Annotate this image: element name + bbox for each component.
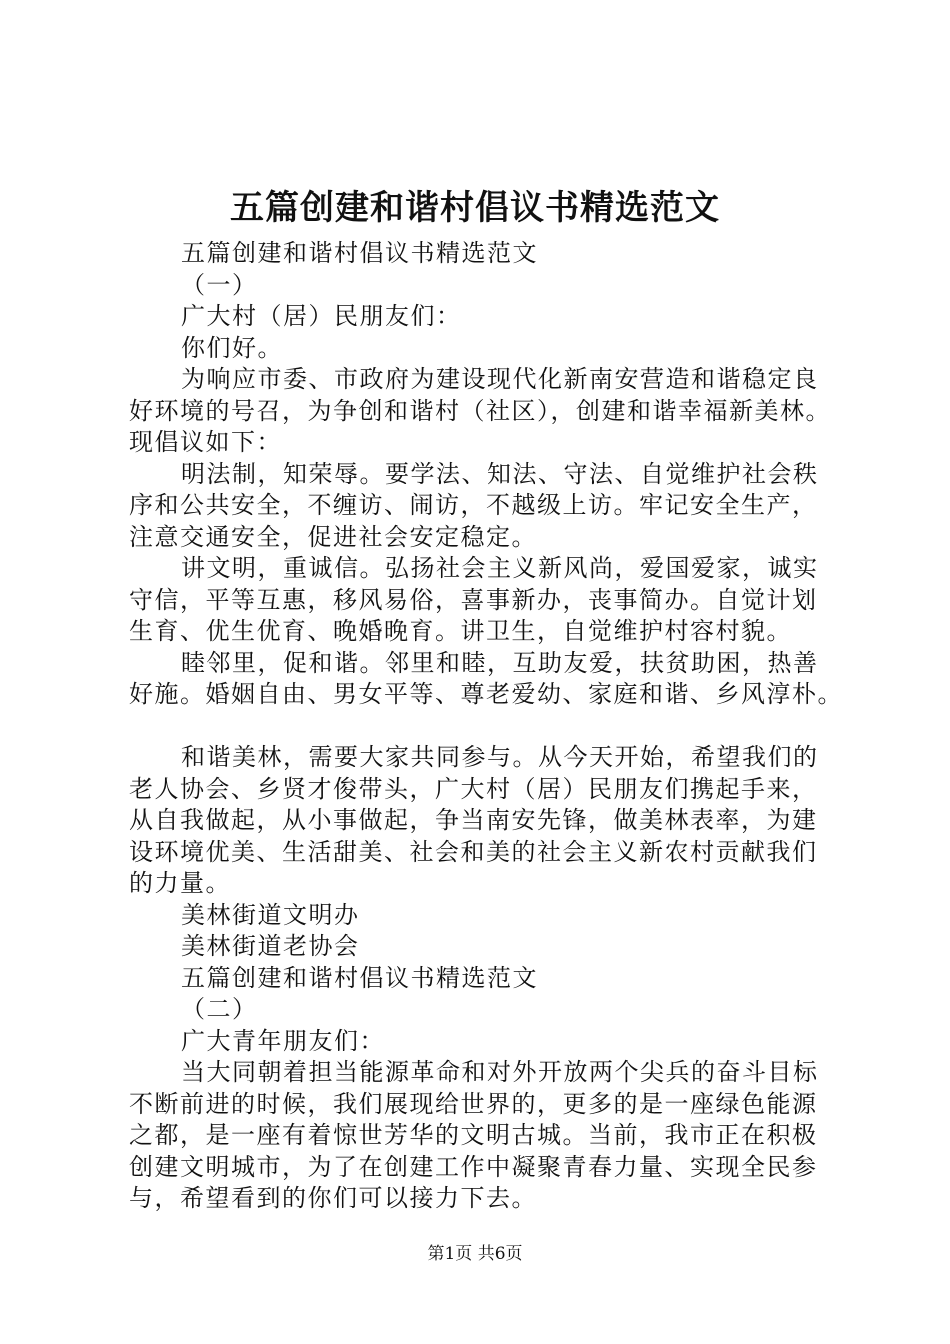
paragraph-line: 为响应市委、市政府为建设现代化新南安营造和谐稳定良 xyxy=(181,365,819,393)
subtitle-line: 五篇创建和谐村倡议书精选范文 xyxy=(181,963,538,992)
paragraph-line: 和谐美林，需要大家共同参与。从今天开始，希望我们的 xyxy=(181,743,819,771)
paragraph-line: 守信，平等互惠，移风易俗，喜事新办，丧事简办。自觉计划 xyxy=(129,585,818,614)
paragraph-line: 与，希望看到的你们可以接力下去。 xyxy=(129,1184,537,1212)
paragraph-line: 好环境的号召，为争创和谐村（社区），创建和谐幸福新美林。 xyxy=(129,396,831,425)
paragraph-line: 之都，是一座有着惊世芳华的文明古城。当前，我市正在积极 xyxy=(129,1121,818,1149)
salutation: 广大村（居）民朋友们： xyxy=(181,302,462,330)
paragraph-line: 创建文明城市，为了在创建工作中凝聚青春力量、实现全民参 xyxy=(129,1152,818,1181)
document-title: 五篇创建和谐村倡议书精选范文 xyxy=(230,188,720,228)
paragraph-line: 老人协会、乡贤才俊带头，广大村（居）民朋友们携起手来， xyxy=(129,774,818,803)
paragraph-line: 注意交通安全，促进社会安定稳定。 xyxy=(129,522,537,551)
paragraph-line: 设环境优美、生活甜美、社会和美的社会主义新农村贡献我们 xyxy=(129,837,818,866)
section-number: （一） xyxy=(181,270,258,299)
signature-line: 美林街道文明办 xyxy=(181,900,360,929)
paragraph-line: 明法制，知荣辱。要学法、知法、守法、自觉维护社会秩 xyxy=(181,459,819,488)
signature-line: 美林街道老协会 xyxy=(181,932,360,960)
page-footer: 第1页 共6页 xyxy=(427,1244,523,1264)
blank-line xyxy=(129,711,859,743)
paragraph-line: 不断前进的时候，我们展现给世界的，更多的是一座绿色能源 xyxy=(129,1089,818,1118)
document-body xyxy=(129,238,859,1215)
paragraph-line: 生育、优生优育、晚婚晚育。讲卫生，自觉维护村容村貌。 xyxy=(129,617,792,645)
paragraph-line: 睦邻里，促和谐。邻里和睦，互助友爱，扶贫助困，热善 xyxy=(181,648,819,677)
paragraph-line: 现倡议如下： xyxy=(129,428,282,456)
section-number: （二） xyxy=(181,995,258,1023)
paragraph-line: 讲文明，重诚信。弘扬社会主义新风尚，爱国爱家，诚实 xyxy=(181,554,819,582)
paragraph-line: 好施。婚姻自由、男女平等、尊老爱幼、家庭和谐、乡风淳朴。 xyxy=(129,680,843,708)
greeting: 你们好。 xyxy=(181,333,283,362)
paragraph-line: 的力量。 xyxy=(129,869,231,897)
paragraph-line: 当大同朝着担当能源革命和对外开放两个尖兵的奋斗目标 xyxy=(181,1058,819,1086)
paragraph-line: 从自我做起，从小事做起，争当南安先锋，做美林表率，为建 xyxy=(129,806,818,834)
subtitle-line: 五篇创建和谐村倡议书精选范文 xyxy=(181,239,538,267)
paragraph-line: 序和公共安全，不缠访、闹访，不越级上访。牢记安全生产， xyxy=(129,491,818,519)
salutation: 广大青年朋友们： xyxy=(181,1026,385,1055)
